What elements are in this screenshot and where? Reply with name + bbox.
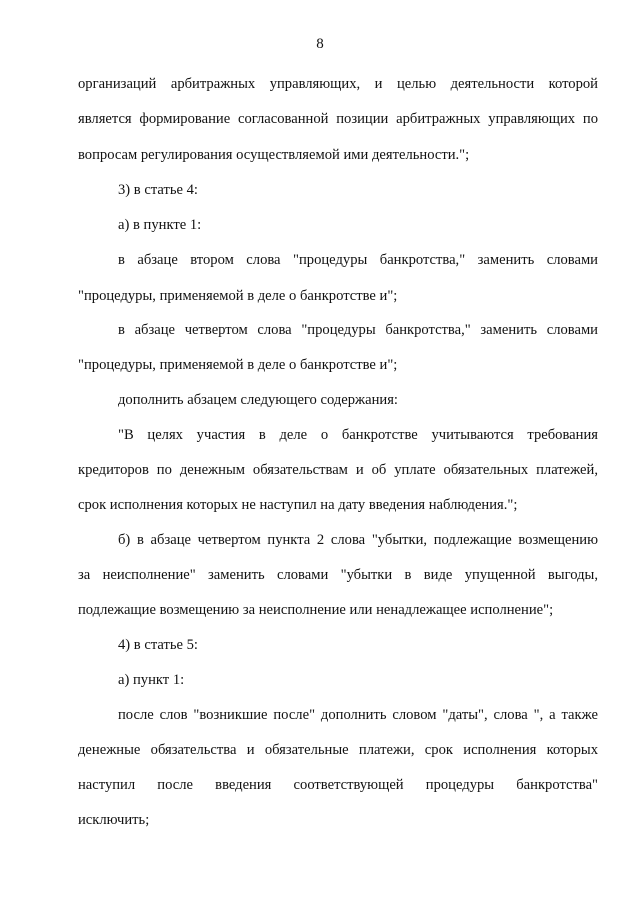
text-line: "процедуры, применяемой в деле о банкротстве и"; xyxy=(78,288,398,304)
text-line: организаций арбитражных управляющих, и целью деятельности которой xyxy=(78,76,598,92)
text-line: в абзаце четвертом слова "процедуры банкротства," заменить словами xyxy=(118,322,598,338)
text-line: в абзаце втором слова "процедуры банкротства," заменить словами xyxy=(118,252,598,268)
page-number: 8 xyxy=(316,36,324,52)
text-line: кредиторов по денежным обязательствам и об уплате обязательных платежей, xyxy=(78,462,598,478)
text-line: наступил после введения соответствующей процедуры банкротства" xyxy=(78,777,598,793)
text-line: а) в пункте 1: xyxy=(118,217,202,233)
text-line: а) пункт 1: xyxy=(118,672,185,688)
text-line: исключить; xyxy=(78,812,150,828)
text-line: денежные обязательства и обязательные платежи, срок исполнения которых xyxy=(78,742,598,758)
text-line: 3) в статье 4: xyxy=(118,182,198,198)
text-line: подлежащие возмещению за неисполнение или ненадлежащее исполнение"; xyxy=(78,602,554,618)
text-line: после слов "возникшие после" дополнить словом "даты", слова ", а также xyxy=(118,707,598,723)
text-line: "В целях участия в деле о банкротстве учитываются требования xyxy=(118,427,598,443)
text-line: "процедуры, применяемой в деле о банкротстве и"; xyxy=(78,357,398,373)
text-line: срок исполнения которых не наступил на дату введения наблюдения."; xyxy=(78,497,518,513)
text-line: б) в абзаце четвертом пункта 2 слова "убытки, подлежащие возмещению xyxy=(118,532,598,548)
text-line: 4) в статье 5: xyxy=(118,637,198,653)
text-line: дополнить абзацем следующего содержания: xyxy=(118,392,398,408)
text-line: является формирование согласованной позиции арбитражных управляющих по xyxy=(78,111,598,127)
text-line: вопросам регулирования осуществляемой ими деятельности."; xyxy=(78,147,470,163)
text-line: за неисполнение" заменить словами "убытки в виде упущенной выгоды, xyxy=(78,567,598,583)
